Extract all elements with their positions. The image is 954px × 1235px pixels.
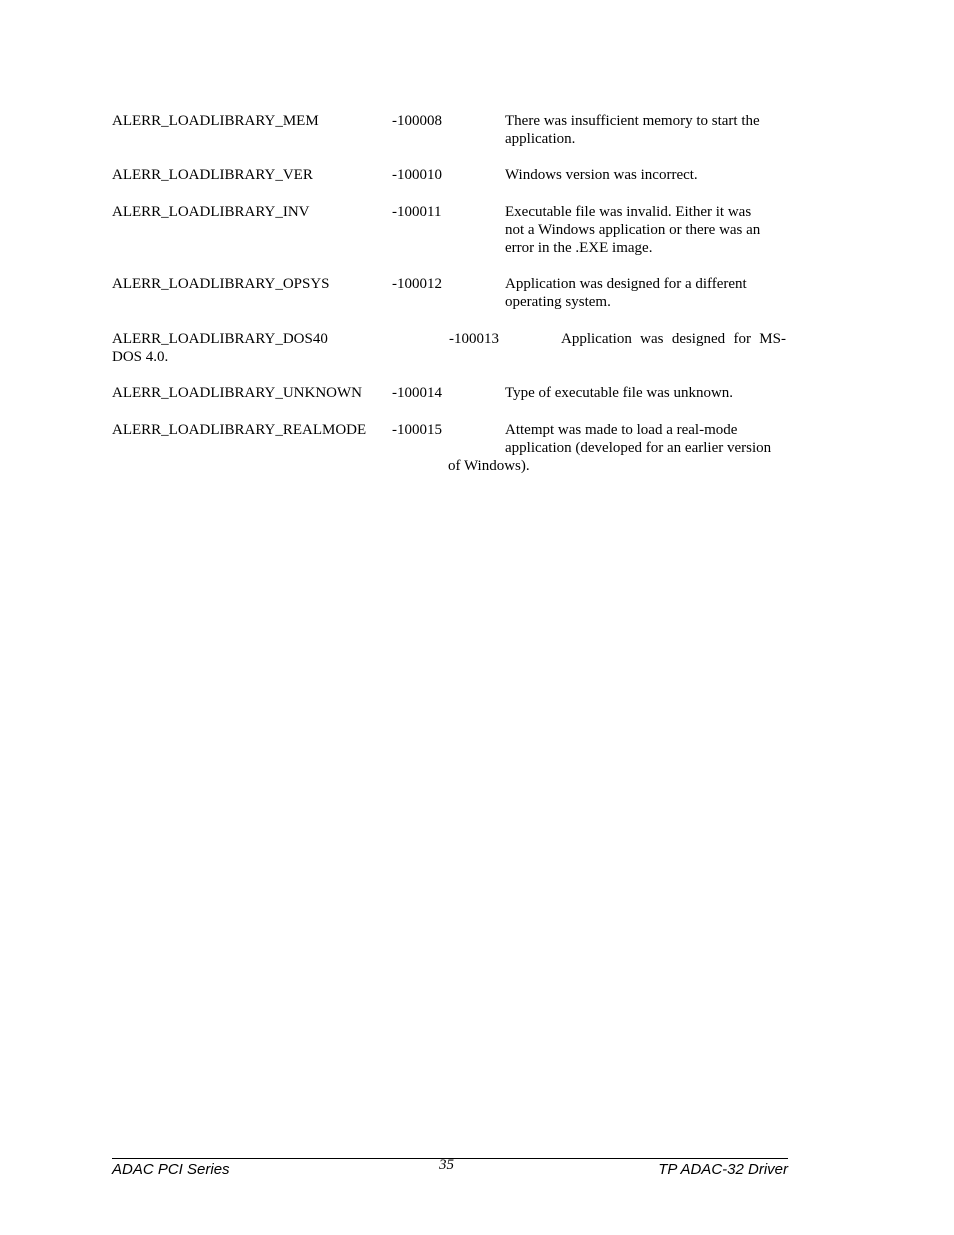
error-description xyxy=(561,330,786,348)
error-name: ALERR_LOADLIBRARY_DOS40 xyxy=(112,331,328,347)
error-code: -100013 xyxy=(449,331,499,347)
page-number: 35 xyxy=(439,1157,454,1173)
footer-driver: TP ADAC-32 Driver xyxy=(658,1161,788,1178)
error-name: ALERR_LOADLIBRARY_INV xyxy=(112,204,310,220)
description-line: application. xyxy=(505,131,576,147)
description-line: not a Windows application or there was an xyxy=(505,222,761,238)
description-line: Attempt was made to load a real-mode xyxy=(505,422,738,438)
description-word: MS- xyxy=(759,331,786,347)
error-description xyxy=(505,421,788,457)
error-code: -100014 xyxy=(392,385,442,401)
footer-series: ADAC PCI Series xyxy=(112,1161,230,1178)
description-continuation: DOS 4.0. xyxy=(112,349,169,365)
error-code: -100010 xyxy=(392,167,442,183)
description-word: for xyxy=(733,331,751,347)
error-name: ALERR_LOADLIBRARY_UNKNOWN xyxy=(112,385,362,401)
error-description xyxy=(505,384,788,402)
error-description xyxy=(505,166,788,184)
description-line: error in the .EXE image. xyxy=(505,240,653,256)
error-description xyxy=(505,275,788,311)
description-line: Type of executable file was unknown. xyxy=(505,385,734,401)
description-line: application (developed for an earlier version xyxy=(505,440,772,456)
error-name: ALERR_LOADLIBRARY_OPSYS xyxy=(112,276,330,292)
error-name: ALERR_LOADLIBRARY_VER xyxy=(112,167,313,183)
error-description xyxy=(505,203,788,257)
description-line: There was insufficient memory to start the xyxy=(505,113,760,129)
description-line: Application was designed for a different xyxy=(505,276,747,292)
description-word: designed xyxy=(671,331,726,347)
description-continuation: of Windows). xyxy=(448,458,530,474)
description-line: operating system. xyxy=(505,294,611,310)
description-word: was xyxy=(640,331,664,347)
error-code: -100008 xyxy=(392,113,442,129)
description-line: Executable file was invalid. Either it was xyxy=(505,204,752,220)
error-code: -100012 xyxy=(392,276,442,292)
page-footer xyxy=(112,1158,788,1189)
error-description xyxy=(505,112,788,148)
description-line: Windows version was incorrect. xyxy=(505,167,698,183)
error-name: ALERR_LOADLIBRARY_REALMODE xyxy=(112,422,367,438)
description-word: Application xyxy=(561,331,632,347)
error-code: -100011 xyxy=(392,204,442,220)
error-code: -100015 xyxy=(392,422,442,438)
error-name: ALERR_LOADLIBRARY_MEM xyxy=(112,113,319,129)
